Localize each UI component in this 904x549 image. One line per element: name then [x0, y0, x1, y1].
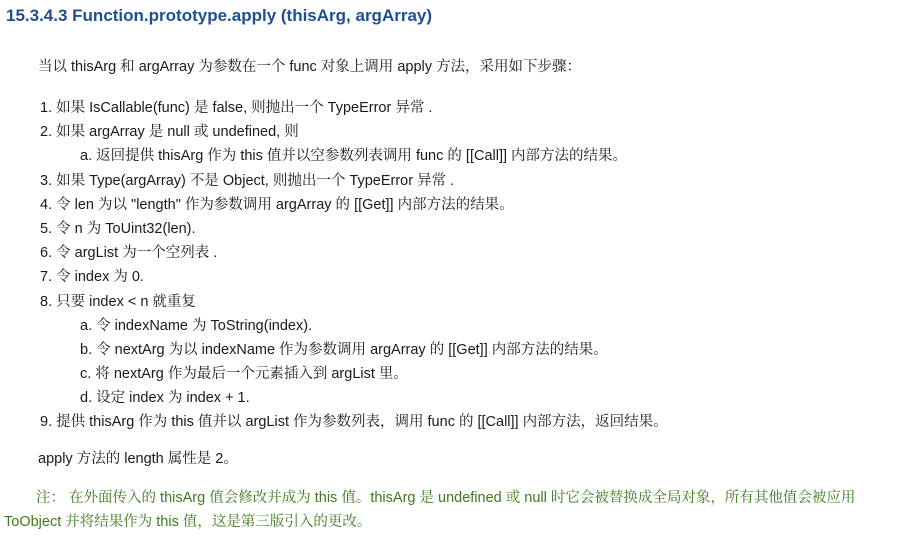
length-property-note: apply 方法的 length 属性是 2。 [38, 451, 238, 467]
step-8a: a. 令 indexName 为 ToString(index). [80, 317, 313, 334]
step-8: 8. 只要 index < n 就重复 [40, 293, 196, 310]
step-3: 3. 如果 Type(argArray) 不是 Object, 则抛出一个 TypeError 异常 . [40, 172, 455, 189]
step-8b: b. 令 nextArg 为以 indexName 作为参数调用 argArray 的 [[Get]] 内部方法的结果。 [80, 341, 608, 358]
step-2: 2. 如果 argArray 是 null 或 undefined, 则 [40, 124, 299, 141]
step-4: 4. 令 len 为以 "length" 作为参数调用 argArray 的 [[Get]] 内部方法的结果。 [40, 196, 514, 213]
step-5: 5. 令 n 为 ToUint32(len). [40, 220, 196, 237]
step-2a: a. 返回提供 thisArg 作为 this 值并以空参数列表调用 func 的 [[Call]] 内部方法的结果。 [80, 148, 628, 165]
step-6: 6. 令 argList 为一个空列表 . [40, 245, 218, 262]
intro-paragraph: 当以 thisArg 和 argArray 为参数在一个 func 对象上调用 apply 方法，采用如下步骤： [38, 59, 582, 75]
step-9: 9. 提供 thisArg 作为 this 值并以 argList 作为参数列表，调用 func 的 [[Call]] 内部方法，返回结果。 [40, 414, 668, 431]
step-1: 1. 如果 IsCallable(func) 是 false, 则抛出一个 TypeError 异常 . [40, 100, 433, 116]
step-8d: d. 设定 index 为 index + 1. [80, 390, 250, 407]
section-title: 15.3.4.3 Function.prototype.apply (thisArg, argArray) [6, 6, 433, 25]
steps-list [40, 96, 668, 435]
note-paragraph: 注： 在外面传入的 thisArg 值会修改并成为 this 值。thisArg 是 undefined 或 null 时它会被替换成全局对象，所有其他值会被应用 ToObject 并将结果作为 this 值，这是第三版引入的更改。 [4, 490, 856, 530]
step-7: 7. 令 index 为 0. [40, 269, 144, 286]
step-8c: c. 将 nextArg 作为最后一个元素插入到 argList 里。 [80, 366, 408, 383]
